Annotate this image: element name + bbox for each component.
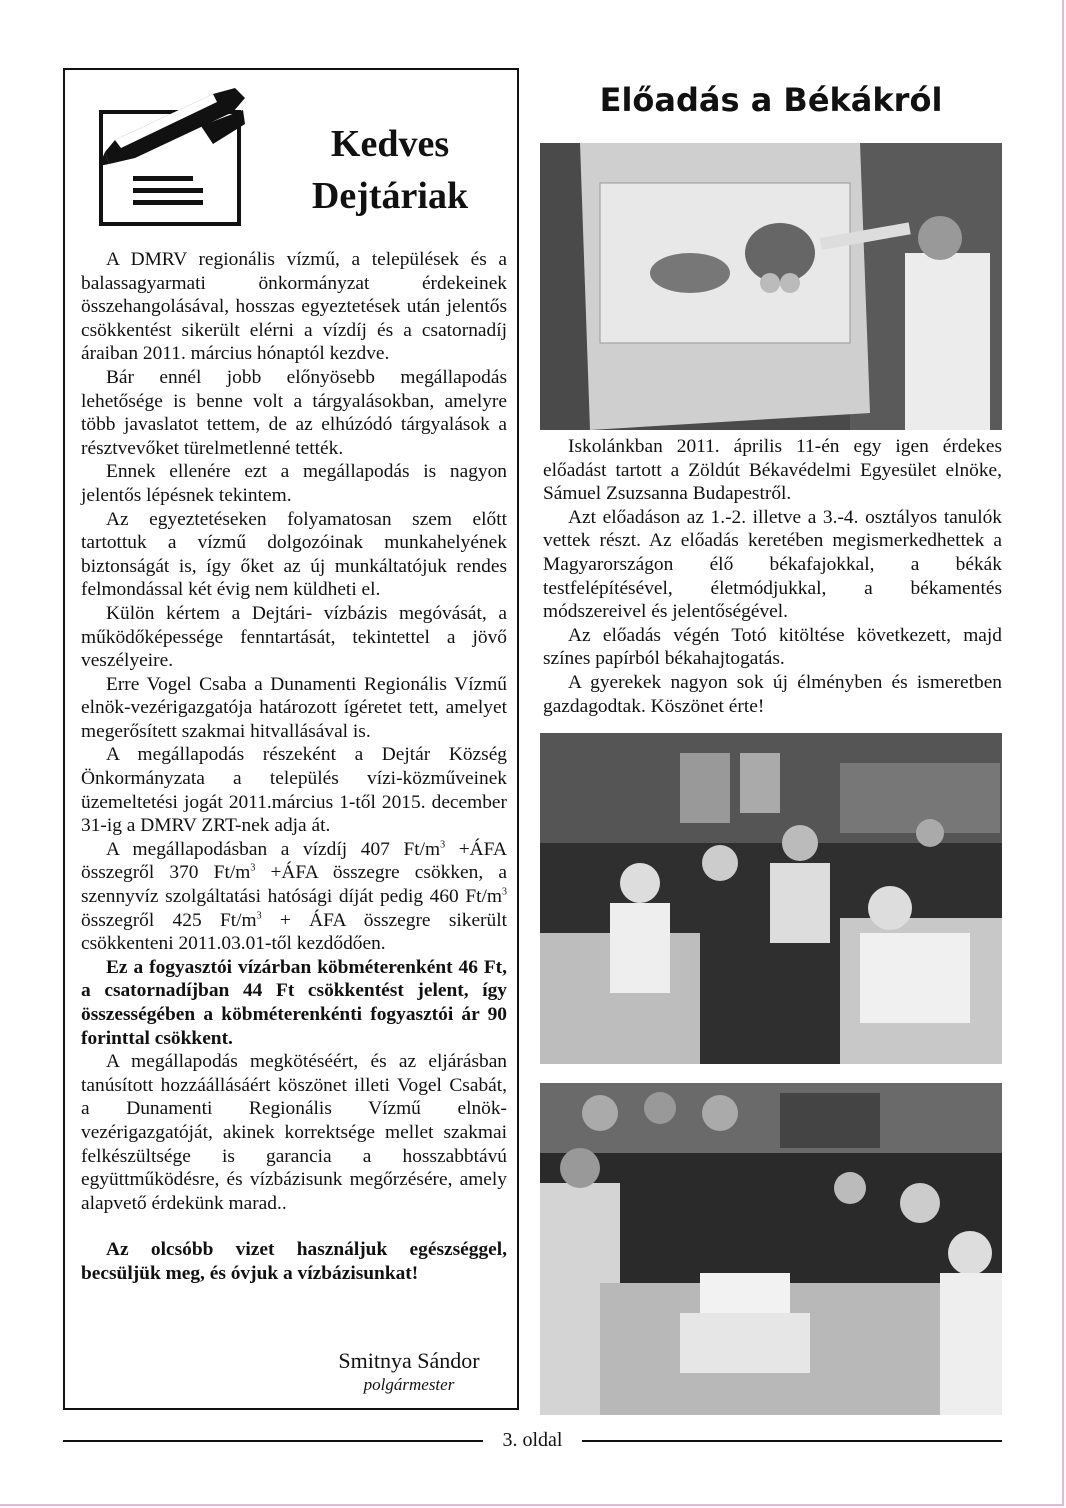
savings-paragraph: Ez a fogyasztói vízárban köbméterenként 46 Ft, a csatornadíjban 44 Ft csökkentést jelent, így összességében a köbméterenkénti fogyasztói ár 90 forinttal csökkent. <box>81 956 507 1049</box>
letter-title-line1: Kedves <box>330 123 450 165</box>
pen-and-paper-icon <box>95 84 249 227</box>
letter-paragraph: Ennek ellenére ezt a megállapodás is nagyon jelentős lépésnek tekintem. <box>81 461 507 506</box>
letter-paragraph: Az egyeztetéseken folyamatosan szem előtt tartottuk a vízmű dolgozóinak munkahelyének biztonságát is, így őket az új munkáltatójuk rendes felmondással két évig nem küldheti el. <box>81 508 507 601</box>
page-number: 3. oldal <box>502 1429 563 1451</box>
thanks-paragraph: A megállapodás megkötéséért, és az eljárásban tanúsított hozzáállásáért köszönet illeti Vogel Csabát, a Dunamenti Regionális Vízmű elnök-vezérigazgatóját, akinek korrektsége mellet szakmai felkészültsége is garancia a hosszabbtávú együttműködésre, és vízbázisunk megőrzésére, amely alapvető érdekünk marad.. <box>81 1051 507 1214</box>
article-paragraph: Azt előadáson az 1.-2. illetve a 3.-4. osztályos tanulók vettek részt. Az előadás keretében megismerkedhettek a Magyarországon élő békafajokkal, a békák testfelépítésével, életmódjukkal, a békamentés módszereivel és jelentőségével. <box>543 506 1002 623</box>
letter-title <box>275 118 505 222</box>
article-paragraph: Az előadás végén Totó kitöltése következett, majd színes papírból békahajtogatás. <box>543 624 1002 670</box>
letter-body <box>81 248 507 1286</box>
signature <box>319 1348 499 1396</box>
footer-rule-right <box>582 1440 1002 1442</box>
letter-paragraph: A DMRV regionális vízmű, a települések és a balassagyarmati önkormányzat érdekeinek összehangolásával, hosszas egyeztetések után jelentős csökkentést sikerült elérni a vízdíj és a csatornadíj áraiban 2011. március hónaptól kezdve. <box>81 249 507 365</box>
letter-title-line2: Dejtáriak <box>311 175 469 217</box>
signature-name: Smitnya Sándor <box>338 1348 480 1373</box>
letter-paragraph: Bár ennél jobb előnyösebb megállapodás lehetősége is benne volt a tárgyalásokban, amelyre több javaslatot tettem, de az elhúzódó tárgyalások a résztvevőket türelmetlenné tették. <box>81 366 507 459</box>
article-body <box>543 435 1002 718</box>
article-paragraph: Iskolánkban 2011. április 11-én egy igen érdekes előadást tartott a Zöldút Békavédelmi Egyesület elnöke, Sámuel Zsuzsanna Budapestről. <box>543 436 1002 505</box>
footer-rule-left <box>63 1440 483 1442</box>
presentation-photo <box>540 143 1002 430</box>
letter-paragraph: Külön kértem a Dejtári- vízbázis megóvását, a működőképessége fenntartását, tekintettel a jövő veszélyeire. <box>81 602 507 672</box>
signature-role: polgármester <box>363 1375 455 1394</box>
letter-paragraph: Erre Vogel Csaba a Dunamenti Regionális Vízmű elnök-vezérigazgatója határozott ígéretet tett, amelyet megerősített szakmai hitvallásával is. <box>81 673 507 742</box>
article-paragraph: A gyerekek nagyon sok új élményben és ismeretben gazdagodtak. Köszönet érte! <box>543 671 1002 717</box>
closing-paragraph: Az olcsóbb vizet használjuk egészséggel, becsüljük meg, és óvjuk a vízbázisunkat! <box>81 1239 507 1284</box>
mayor-letter-box <box>63 68 519 1410</box>
price-paragraph: A megállapodásban a vízdíj 407 $Ft/m^3$ +ÁFA összegről 370 $Ft/m^3$ +ÁFA összegre csökken, a szennyvíz szolgáltatási hatósági díját pedig 460 $Ft/m^3$ összegről 425 $Ft/m^3$ + ÁFA összegre sikerült csökkenteni 2011.03.01-től kezdődően. <box>81 838 507 955</box>
classroom-projector-photo <box>540 1083 1002 1415</box>
letter-paragraph: A megállapodás részeként a Dejtár Község Önkormányzata a település vízi-közműveinek üzemeltetési jogát 2011.március 1-től 2015. december 31-ig a DMRV ZRT-nek adja át. <box>81 744 507 837</box>
classroom-children-photo <box>540 733 1002 1064</box>
article-title: Előadás a Békákról <box>599 81 943 119</box>
